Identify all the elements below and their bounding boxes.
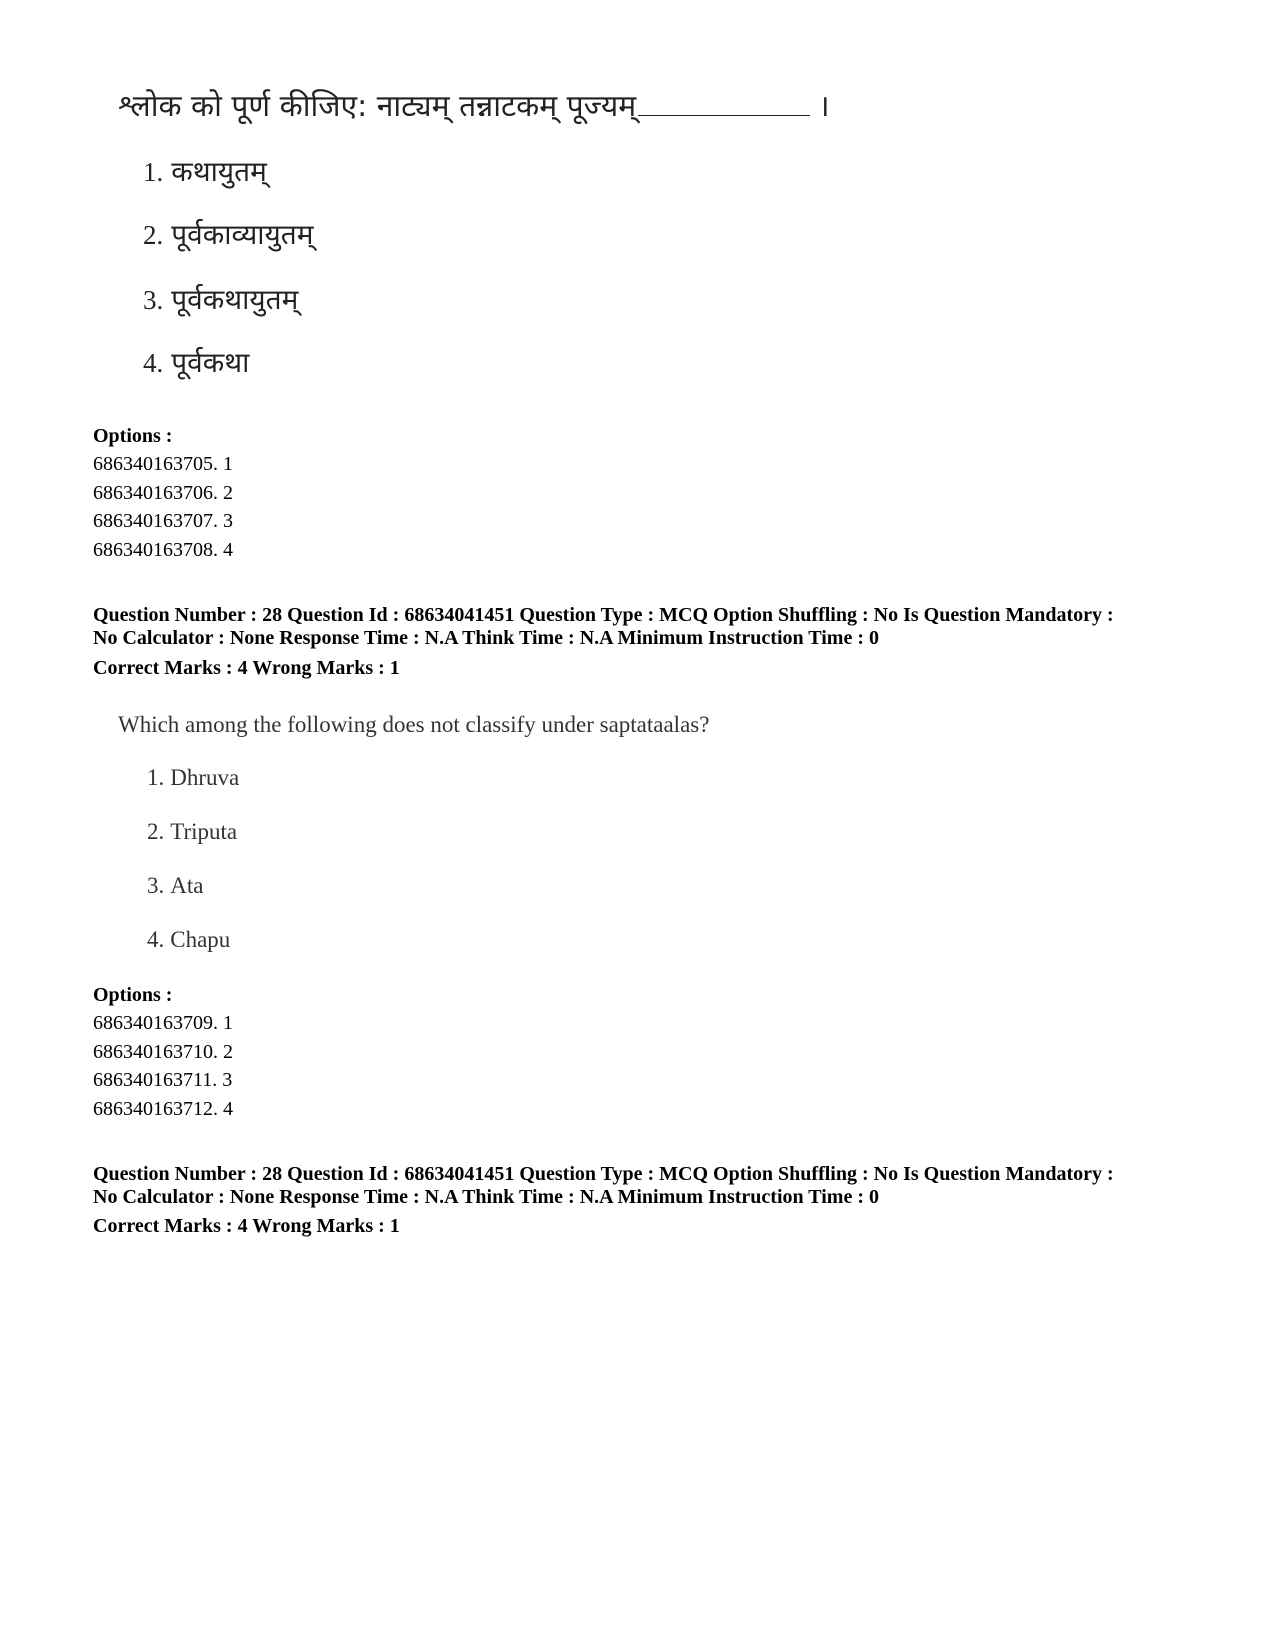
- option-id: 686340163710. 2: [93, 1041, 233, 1063]
- choice-item: [147, 765, 239, 791]
- option-id: 686340163705. 1: [93, 453, 233, 475]
- choice-text: Triputa: [170, 819, 238, 844]
- question-prompt-end: ।: [818, 89, 830, 124]
- choice-item: [147, 927, 230, 953]
- choice-item: [147, 873, 203, 899]
- question-prompt-sanskrit: [118, 84, 830, 125]
- option-id: 686340163708. 4: [93, 539, 233, 561]
- choice-text: Dhruva: [170, 765, 240, 790]
- choice-number: 2.: [143, 220, 164, 250]
- question-marks: Correct Marks : 4 Wrong Marks : 1: [93, 657, 400, 679]
- choice-number: 2.: [147, 819, 165, 844]
- choice-item: [143, 215, 314, 253]
- question-meta-line: No Calculator : None Response Time : N.A Think Time : N.A Minimum Instruction Time : 0: [93, 627, 879, 649]
- question-meta-line: No Calculator : None Response Time : N.A Think Time : N.A Minimum Instruction Time : 0: [93, 1186, 879, 1208]
- choice-number: 1.: [147, 765, 165, 790]
- choice-item: [143, 280, 298, 318]
- option-id: 686340163707. 3: [93, 510, 233, 532]
- options-label: Options :: [93, 425, 173, 447]
- choice-number: 4.: [147, 927, 165, 952]
- choice-text: Ata: [170, 873, 204, 898]
- choice-text: पूर्वकथायुतम्: [171, 283, 299, 316]
- fill-in-blank: [638, 89, 810, 116]
- option-id: 686340163706. 2: [93, 482, 233, 504]
- choice-number: 3.: [143, 285, 164, 315]
- option-id: 686340163711. 3: [93, 1069, 233, 1091]
- option-id: 686340163709. 1: [93, 1012, 233, 1034]
- choice-item: [143, 343, 249, 381]
- choice-text: पूर्वकाव्यायुतम्: [171, 218, 314, 251]
- choice-number: 4.: [143, 348, 164, 378]
- choice-item: [143, 152, 267, 190]
- question-meta-line: Question Number : 28 Question Id : 68634041451 Question Type : MCQ Option Shuffling : No Is Question Mandatory :: [93, 604, 1114, 626]
- choice-number: 3.: [147, 873, 165, 898]
- choice-text: पूर्वकथा: [171, 346, 250, 379]
- choice-number: 1.: [143, 157, 164, 187]
- question-meta-line: Question Number : 28 Question Id : 68634041451 Question Type : MCQ Option Shuffling : No Is Question Mandatory :: [93, 1163, 1114, 1185]
- choice-item: [147, 819, 237, 845]
- question-marks: Correct Marks : 4 Wrong Marks : 1: [93, 1215, 400, 1237]
- option-id: 686340163712. 4: [93, 1098, 233, 1120]
- options-label: Options :: [93, 984, 173, 1006]
- question-prompt-text: श्लोक को पूर्ण कीजिए: नाट्यम् तन्नाटकम् पूज्यम्: [118, 89, 637, 124]
- choice-text: कथायुतम्: [171, 155, 267, 188]
- choice-text: Chapu: [170, 927, 231, 952]
- question-prompt-english: Which among the following does not classify under saptataalas?: [118, 712, 710, 737]
